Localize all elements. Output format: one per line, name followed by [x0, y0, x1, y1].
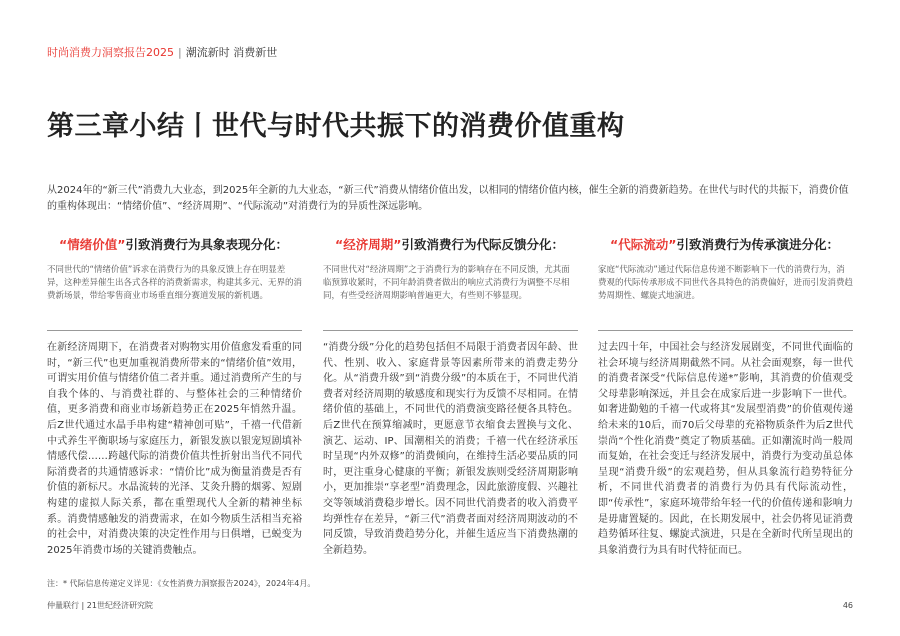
- heading-highlight: “经济周期”: [335, 237, 402, 252]
- column-summary: 家庭“代际流动”通过代际信息传递不断影响下一代的消费行为，消费观的代际传承形成不同世代各具特色的消费偏好，进而引发消费趋势周期性、螺旋式地演进。: [598, 265, 854, 301]
- column-heading: [335, 236, 578, 254]
- footnote: 注：* 代际信息传递定义详见：《女性消费力洞察报告2024》，2024年4月。: [47, 579, 316, 588]
- divider: [47, 330, 302, 331]
- report-header: [47, 46, 277, 60]
- column-emotional-value: [47, 236, 302, 558]
- heading-highlight: “代际流动”: [610, 237, 677, 252]
- column-heading: [59, 236, 302, 254]
- heading-text: 引致消费行为传承演进分化：: [676, 237, 839, 252]
- page-title: 第三章小结丨世代与时代共振下的消费价值重构: [47, 111, 625, 142]
- column-summary: 不同世代对“经济周期”之于消费行为的影响存在不同反馈，尤其面临预算收紧时，不同年龄消费者做出的响应式消费行为调整不尽相同，有些受经济周期影响普遍更大，有些则不够显现。: [323, 265, 570, 301]
- column-economic-cycle: [323, 236, 578, 558]
- footer-source: 仲量联行 | 21世纪经济研究院: [47, 601, 153, 610]
- column-heading: [610, 236, 853, 254]
- header-separator: |: [178, 46, 182, 59]
- divider: [598, 330, 853, 331]
- column-body: 在新经济周期下，在消费者对购物实用价值愈发看重的同时，“新三代”也更加重视消费所带来的“情绪价值”效用，可谓实用价值与情绪价值二者并重。通过消费所产生的与自我个体的、与消费社群的、与整体社会的三种情绪价值，更多消费和商业市场新趋势正在2025年悄然升温。后Z世代通过水晶手串构建“精神创可贴”，千禧一代借新中式养生平衡职场与家庭压力，新银发族以银宠短剧填补情感代偿……跨越代际的消费价值共性折射出当代不同代际消费者的共通情感诉求：“情价比”成为衡量消费是否有价值的新标尺。水晶流转的光泽、艾灸升腾的烟雾、短剧构建的虚拟人际关系，都在重塑现代人全新的精神坐标系。消费情感触发的消费需求，在如今物质生活相当充裕的社会中，对消费决策的决定性作用与日俱增，已蜕变为2025年消费市场的关键消费触点。: [47, 342, 302, 556]
- report-subtitle: 潮流新时 消费新世: [185, 46, 278, 59]
- heading-text: 引致消费行为代际反馈分化：: [401, 237, 564, 252]
- report-title: 时尚消费力洞察报告2025: [47, 46, 174, 59]
- divider: [323, 330, 578, 331]
- page-number: 46: [842, 601, 853, 610]
- column-intergenerational-mobility: [598, 236, 853, 558]
- intro-paragraph: 从2024年的“新三代”消费九大业态，到2025年全新的九大业态，“新三代”消费从情绪价值出发，以相同的情绪价值内核，催生全新的消费新趋势。在世代与时代的共振下，消费价值的重构体现出：“情绪价值”、“经济周期”、“代际流动”对消费行为的异质性深远影响。: [47, 185, 849, 212]
- column-summary: 不同世代的“情绪价值”诉求在消费行为的具象反馈上存在明显差异，这种差异催生出各式各样的消费新需求，构建其多元、无界的消费新场景，带给零售商业市场垂直细分赛道发展的新机遇。: [47, 265, 303, 301]
- column-body: 过去四十年，中国社会与经济发展剧变，不同世代面临的社会环境与经济周期截然不同。从社会面观察，每一世代的消费者深受“代际信息传递*”影响，其消费的价值观受父母辈影响深远，并且会在成家后进一步影响下一世代。如奢进勤勉的千禧一代或将其“发展型消费”的价值观传递给未来的10后，而70后父母辈的充裕物质条件为后Z世代崇尚“个性化消费”奠定了物质基础。正如潮流时尚一般周而复始，在社会变迁与经济发展中，消费行为变动虽总体呈现“消费升级”的宏观趋势，但从具象流行趋势特征分析，不同世代消费者的消费行为仍具有代际流动性，即“传承性”，家庭环境带给年轻一代的价值传递和影响力是毋庸置疑的。因此，在长期发展中，社会仍将见证消费趋势循环往复、螺旋式演进，只是在全新时代所呈现出的具象消费行为具有时代特征而已。: [598, 342, 853, 556]
- heading-highlight: “情绪价值”: [59, 237, 126, 252]
- heading-text: 引致消费行为具象表现分化：: [125, 237, 288, 252]
- column-body: “消费分级”分化的趋势包括但不局限于消费者因年龄、世代、性别、收入、家庭背景等因素所带来的消费走势分化。从“消费升级”到“消费分级”的本质在于，不同世代消费者对经济周期的敏感度和现实行为反馈不尽相同。在情绪价值的基础上，不同世代的消费演变路径便各具特色。后Z世代在预算缩减时，更愿意节衣缩食去置换与文化、演艺、运动、IP、国潮相关的消费；千禧一代在经济承压时呈现“内外双修”的消费倾向，在维持生活必要品质的同时，更注重身心健康的平衡；新银发族则受经济周期影响小，更加推崇“享老型”消费理念，因此旅游度假、兴趣社交等领域消费稳步增长。因不同世代消费者的收入消费平均弹性存在差异，“新三代”消费者面对经济周期波动的不同反馈，导致消费趋势分化，并催生适应当下消费热潮的全新趋势。: [323, 342, 578, 556]
